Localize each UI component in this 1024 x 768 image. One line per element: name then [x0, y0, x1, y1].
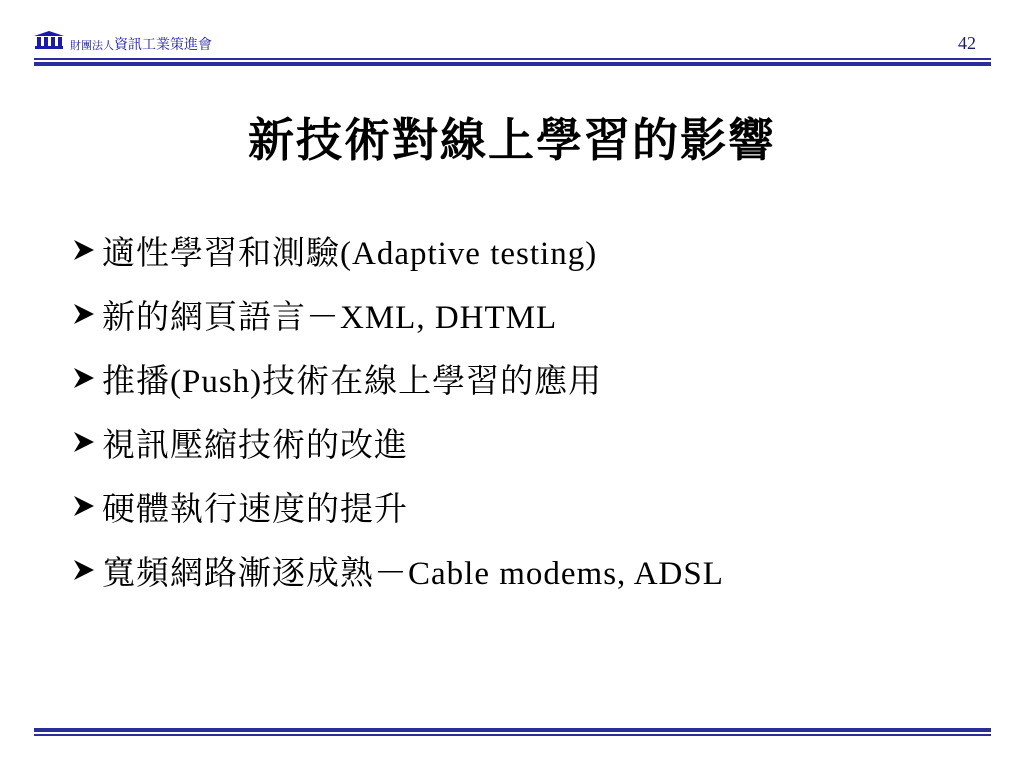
bullet-item — [72, 346, 724, 410]
bullet-item — [72, 218, 724, 282]
bullet-text: 適性學習和測驗(Adaptive testing) — [102, 235, 598, 272]
bullet-item — [72, 538, 724, 602]
page-number: 42 — [958, 33, 976, 53]
slide-title: 新技術對線上學習的影響 — [248, 113, 776, 167]
arrowhead-bullet-icon — [72, 366, 102, 390]
arrowhead-bullet-icon — [72, 238, 102, 262]
arrowhead-bullet-icon — [72, 494, 102, 518]
slide-header — [0, 0, 1024, 70]
arrowhead-bullet-icon — [72, 558, 102, 582]
bullet-text: 新的網頁語言－XML, DHTML — [102, 299, 558, 336]
arrowhead-bullet-icon — [72, 302, 102, 326]
bullet-item — [72, 474, 724, 538]
footer-rule — [34, 728, 991, 736]
organization-name — [70, 35, 212, 55]
bullet-list — [72, 218, 724, 602]
organization-prefix: 財團法人 — [70, 39, 114, 52]
bullet-text: 視訊壓縮技術的改進 — [102, 427, 408, 464]
bullet-item — [72, 410, 724, 474]
bullet-text: 硬體執行速度的提升 — [102, 491, 408, 528]
header-rule — [34, 58, 991, 66]
building-columns-icon — [34, 31, 64, 49]
bullet-item — [72, 282, 724, 346]
organization-title: 資訊工業策進會 — [114, 37, 212, 53]
arrowhead-bullet-icon — [72, 430, 102, 454]
bullet-text: 寬頻網路漸逐成熟－Cable modems, ADSL — [102, 555, 724, 592]
bullet-text: 推播(Push)技術在線上學習的應用 — [102, 363, 603, 400]
